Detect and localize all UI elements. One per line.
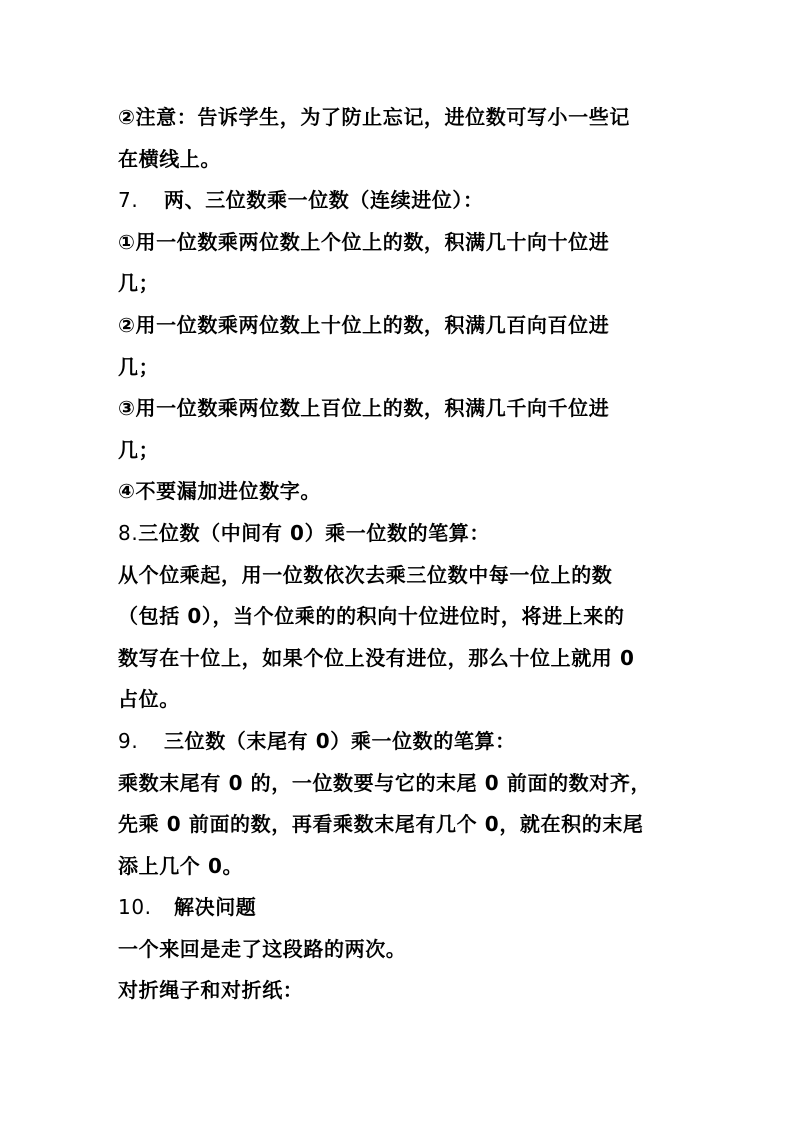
text: 乘数末尾有 0 的，一位数要与它的末尾 0 前面的数对齐， [118,770,652,795]
heading-text: 两、三位数乘一位数（连续进位）： [164,188,484,213]
text: 先乘 0 前面的数，再看乘数末尾有几个 0，就在积的末尾 [118,812,644,837]
text: ②用一位数乘两位数上十位上的数，积满几百向百位进 [118,312,610,337]
step-2-line-2 [118,347,678,389]
section-10-body-2 [118,970,678,1012]
text: （包括 0），当个位乘的的积向十位进位时，将进上来的 [118,604,625,629]
section-number: 8. [118,520,139,545]
text: 几； [118,354,160,379]
heading-text: 解决问题 [174,895,257,920]
text: 几； [118,271,160,296]
text: 对折绳子和对折纸： [118,978,304,1003]
section-9-body-2 [118,804,678,846]
text: 在横线上。 [118,146,221,171]
section-8-heading [118,513,678,555]
step-4-line [118,471,678,513]
step-3-line-1 [118,388,678,430]
text: 一个来回是走了这段路的两次。 [118,936,407,961]
section-9-body-1 [118,763,678,805]
text: ③用一位数乘两位数上百位上的数，积满几千向千位进 [118,396,610,421]
note-line-1 [118,97,678,139]
step-3-line-2 [118,430,678,472]
heading-text: 三位数（中间有 0）乘一位数的笔算： [138,520,490,545]
document-page [118,97,678,1012]
text: 数写在十位上，如果个位上没有进位，那么十位上就用 0 [118,645,635,670]
section-number: 10. [118,895,152,920]
section-8-body-1 [118,555,678,597]
step-1-line-1 [118,222,678,264]
section-number: 9. [118,728,139,753]
section-8-body-3 [118,638,678,680]
text: ④不要漏加进位数字。 [118,479,321,504]
text: ①用一位数乘两位数上个位上的数，积满几十向十位进 [118,229,610,254]
heading-text: 三位数（末尾有 0）乘一位数的笔算： [164,728,516,753]
text: 占位。 [118,687,180,712]
section-8-body-4 [118,679,678,721]
text: 从个位乘起，用一位数依次去乘三位数中每一位上的数 [118,562,613,587]
text: 添上几个 0。 [118,853,244,878]
text: ②注意：告诉学生，为了防止忘记，进位数可写小一些记 [118,105,630,129]
section-9-heading [118,721,678,763]
step-1-line-2 [118,263,678,305]
note-line-2 [118,139,678,181]
section-number: 7. [118,188,139,213]
section-8-body-2 [118,596,678,638]
section-10-body-1 [118,929,678,971]
section-7-heading [118,180,678,222]
section-9-body-3 [118,846,678,888]
step-2-line-1 [118,305,678,347]
section-10-heading [118,887,678,929]
text: 几； [118,437,160,462]
